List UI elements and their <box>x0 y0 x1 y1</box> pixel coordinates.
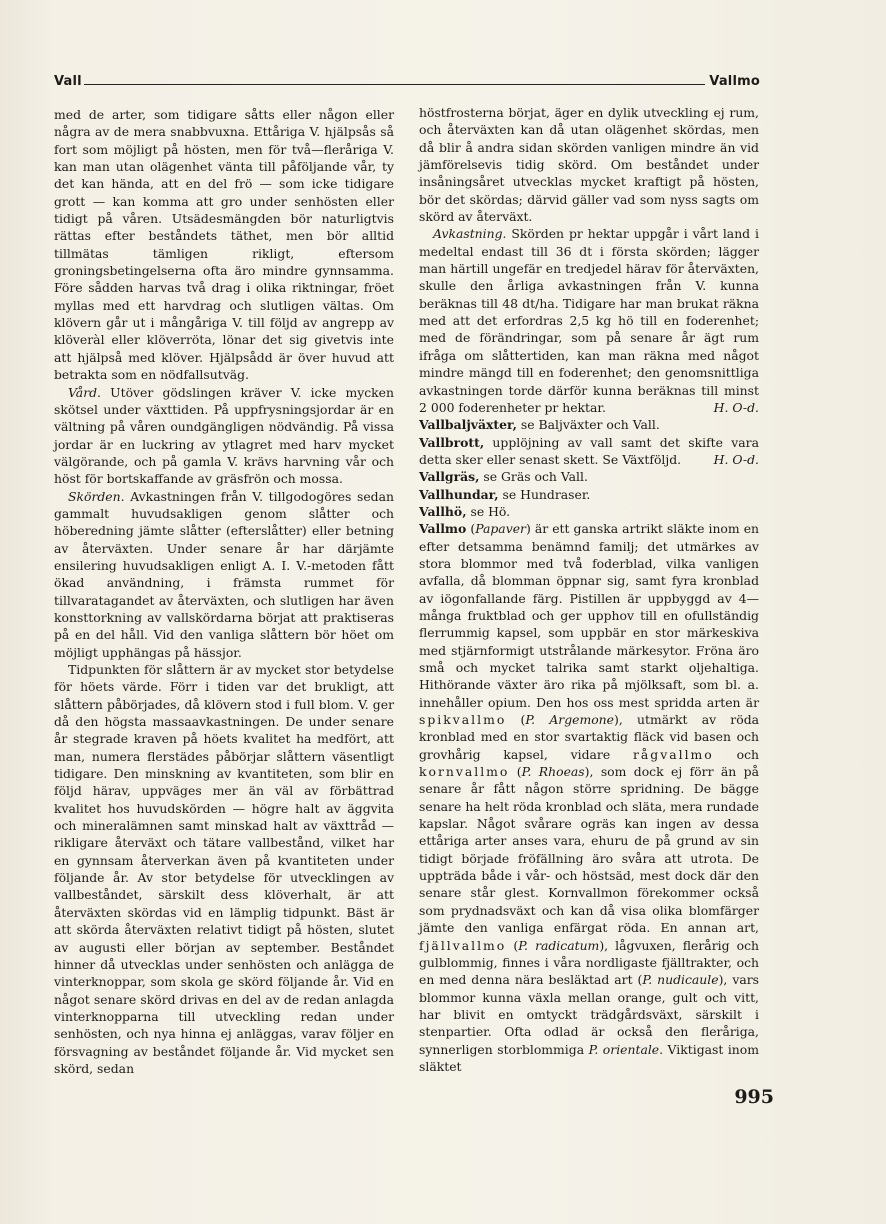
entry-text: ( <box>506 712 526 728</box>
paragraph-skorden <box>54 488 394 661</box>
header-rule <box>84 84 705 85</box>
entry-text: ), utmärkt av röda kronblad med en stor svartaktig fläck vid basen och grovhårig kapsel, vidare <box>419 712 760 762</box>
entry-vallho <box>419 503 759 520</box>
right-column <box>419 104 759 1075</box>
paragraph-vard <box>54 384 394 488</box>
latin-name: P. nudicaule <box>642 972 719 988</box>
entry-keyword: Vallbaljväxter, <box>419 417 517 433</box>
entry-vallmo <box>419 520 759 1075</box>
entry-text: ( <box>466 521 476 537</box>
section-head: Vård. <box>68 384 101 400</box>
entry-vallhundar <box>419 486 759 503</box>
left-column <box>54 106 394 1077</box>
species-name: rågvallmo <box>633 746 714 762</box>
entry-text: ( <box>506 937 519 953</box>
running-header <box>54 74 760 94</box>
entry-keyword: Vallbrott, <box>419 434 485 450</box>
author-signature: H. O-d. <box>713 399 759 415</box>
paragraph: höstfrosterna börjat, äger en dylik utveckling ej rum, och återväxten kan då utan olägenhet skördas, men då blir å andra sidan skörden vanligen mindre än vid jämförelsevis tidig skörd. Om beståndet under insåningsåret utvecklas mycket kraftigt på hösten, bör det skördas; därvid gäller vad som nyss sagts om skörd av återväxt. <box>419 105 759 225</box>
entry-keyword: Vallhö, <box>419 503 467 519</box>
entry-text: se Baljväxter och Vall. <box>516 417 660 433</box>
entry-keyword: Vallmo <box>419 521 467 537</box>
paragraph: Tidpunkten för slåttern är av mycket stor betydelse för höets värde. Förr i tiden var det brukligt, att slåttern påbörjades, då klövern stod i full blom. V. ger då den högsta massaavkastningen. De under senare år stegrade kraven på höets kvalitet ha medfört, att man, numera flerstädes påbörjar slåttern väsentligt tidigare. Den minskning av kvantiteten, som blir en följd härav, uppväges mer än väl av förbättrad kvalitet hos huvudskörden — högre halt av äggvita och mineralämnen samt minskad halt av växttråd — rikligare återväxt och tätare vallbestånd, vilket har en gynnsam återverkan även på kvantiteten under följande år. Av stor betydelse för utvecklingen av vallbeståndet, särskilt dess klöverhalt, är att återväxten skördas vid en lämplig tidpunkt. Bäst är att skörda återväxten relativt tidigt på hösten, slutet av augusti eller början av september. Beståndet hinner då utvecklas under senhösten och anlägga de vinterknoppar, som skola ge skörd följande år. Vid en något senare skörd drivas en del av de redan anlagda vinterknopparna till utveckling redan under senhösten, och nya hinna ej anläggas, varav följer en försvagning av beståndet följande år. Vid mycket sen skörd, sedan <box>54 662 394 1076</box>
entry-text: ( <box>509 764 522 780</box>
entry-text: se Hundraser. <box>498 486 591 502</box>
paragraph-text: Avkastningen från V. tillgodogöres sedan gammalt huvudsakligen genom slåtter och höberedning jämte slåtter (efterslåtter) eller betning av återväxten. Under senare år har därjämte ensilering huvudsakligen enligt A. I. V.-metoden fått ökad användning, i främsta rummet för tillvaratagandet av återväxten, och slutligen har även konsttorkning av vallskördarna börjat att praktiseras på en del håll. Vid den vanliga slåttern bör höet om möjligt upphängas på hässjor. <box>54 488 394 660</box>
author-signature: H. O-d. <box>713 451 759 467</box>
entry-keyword: Vallhundar, <box>419 486 499 502</box>
entry-text: se Hö. <box>466 503 511 519</box>
species-name: spikvallmo <box>419 712 507 728</box>
header-left-keyword: Vall <box>54 74 82 89</box>
latin-name: Papaver <box>475 521 526 537</box>
latin-name: P. radicatum <box>518 937 600 953</box>
entry-text: . Viktigast inom släktet <box>419 1041 759 1074</box>
entry-text: upplöjning av vall samt det skifte vara detta sker eller senast skett. Se Växtföljd. <box>419 434 759 467</box>
header-right-keyword: Vallmo <box>709 74 760 89</box>
entry-text: ), lågvuxen, flerårig och gulblommig, finnes i våra nordligaste fjälltrakter, och en med denna nära besläktad art ( <box>419 937 759 988</box>
paragraph-text: Utöver gödslingen kräver V. icke mycken skötsel under växttiden. På uppfrysningsjordar är en vältning på våren oundgängligen nödvändig. På vissa jordar är en luckring av ytlagret med harv mycket välgörande, och på gamla V. krävs harvning vår och höst för bortskaffande av gräsfrön och mossa. <box>54 384 394 487</box>
latin-name: P. Rhoeas <box>521 764 585 780</box>
species-name: kornvallmo <box>419 764 510 780</box>
section-head: Avkastning. <box>433 226 507 242</box>
entry-text: ), som dock ej förr än på senare år fått någon större spridning. De bägge senare ha helt röda kronblad och släta, mera rundade kapslar. Något svårare ogräs kan ingen av dessa ettåriga arter anses vara, ehuru de på grund av sin tidigt började fröfällning äro svåra att utrota. De uppträda både i vår- och höstsäd, mest dock där den senare står glest. Kornvallmon förekommer också som prydnadsväxt och kan då visa olika blomfärger jämte den vanliga enfärgat röda. En annan art, <box>419 764 759 936</box>
entry-text: se Gräs och Vall. <box>479 469 588 485</box>
entry-text: ) är ett ganska artrikt släkte inom en efter detsamma benämnd familj; det utmärkes av stora blommor med två foderblad, vilka vanligen avfalla, då blomman öppnar sig, samt fyra kronblad av iögonfallande färg. Pistillen är uppbyggd av 4—många fruktblad och ger upphov till en ofullständig flerrummig kapsel, som uppbär en stor märkeskiva med stjärnformigt utstrålande märkesytor. Fröna äro små och mycket talrika samt starkt oljehaltiga. Hithörande växter äro rika på mjölksaft, som bl. a. innehåller opium. Den hos oss mest spridda arten är <box>419 521 760 710</box>
latin-name: P. orientale <box>588 1041 660 1057</box>
entry-vallbaljvaxter <box>419 416 759 433</box>
entry-keyword: Vallgräs, <box>419 469 480 485</box>
section-head: Skörden. <box>68 488 125 504</box>
entry-text: ), vars blommor kunna växla mellan orange, gult och vitt, har blivit en omtyckt trädgårdsväxt, särskilt i stenpartier. Ofta odlad är också den fleråriga, synnerligen storblommiga <box>419 972 759 1057</box>
page-number: 995 <box>734 1086 774 1108</box>
paragraph-avkastning <box>419 225 759 416</box>
latin-name: P. Argemone <box>525 712 614 728</box>
entry-vallbrott <box>419 434 759 469</box>
species-name: fjällvallmo <box>419 937 507 953</box>
paragraph: med de arter, som tidigare såtts eller någon eller några av de mera snabbvuxna. Ettåriga V. hjälpsås så fort som möjligt på hösten, men för två—fleråriga V. kan man utan olägenhet vänta till påföljande vår, ty det kan hända, att en del frö — som icke tidigare grott — kan komma att gro under senhösten eller tidigt på våren. Utsädesmängden bör naturligtvis rättas efter beståndets täthet, men bör alltid tillmätas tämligen rikligt, eftersom groningsbetingelserna ofta äro mindre gynnsamma. Före sådden harvas två drag i olika riktningar, fröet myllas med ett harvdrag och slutligen vältas. Om klövern går ut i mångåriga V. till följd av angrepp av klöveràl eller klöverröta, lönar det sig givetvis inte att hjälpså med klöver. Hjälpsådd är över huvud att betrakta som en nödfallsutväg. <box>54 107 394 383</box>
paragraph-text: Skörden pr hektar uppgår i vårt land i medeltal endast till 36 dt i första skörden; lägger man härtill ungefär en tredjedel härav för återväxten, skulle den årliga avkastningen från V. kunna beräknas till 48 dt/ha. Tidigare har man brukat räkna med att det erfordras 2,5 kg hö till en foderenhet; med de förändringar, som på senare år ägt rum ifråga om slåttertiden, kan man räkna med något mindre mängd till en foderenhet; den genomsnittliga avkastningen torde därför kunna beräknas till minst 2 000 foderenheter pr hektar. <box>419 226 759 415</box>
entry-text: och <box>713 746 759 762</box>
entry-vallgras <box>419 468 759 485</box>
